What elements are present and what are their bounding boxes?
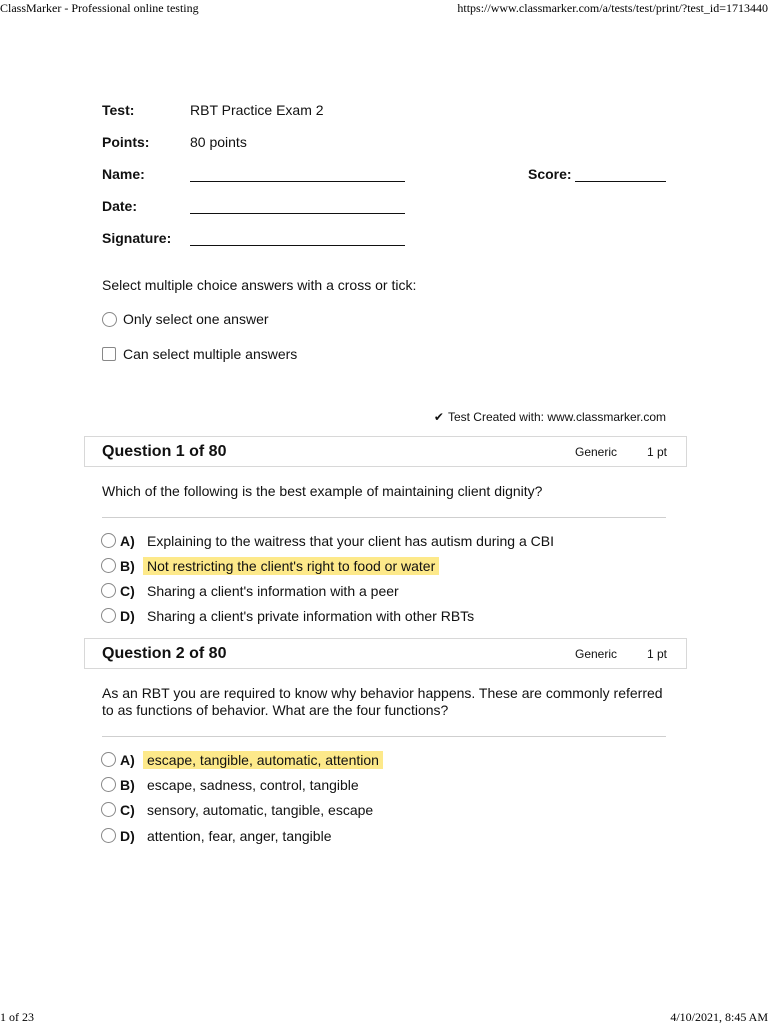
score-blank-line <box>575 181 666 182</box>
question-2-header <box>84 638 687 669</box>
answer-letter: B) <box>120 777 135 793</box>
legend-multiple-answers <box>102 346 297 362</box>
answer-text: Sharing a client's information with a peer <box>147 583 399 599</box>
radio-icon[interactable] <box>101 608 116 623</box>
radio-icon[interactable] <box>101 533 116 548</box>
date-blank-line <box>190 213 405 214</box>
signature-label: Signature: <box>102 230 172 246</box>
test-value: RBT Practice Exam 2 <box>190 102 324 118</box>
radio-icon[interactable] <box>101 752 116 767</box>
question-divider <box>102 517 666 518</box>
print-page-title: ClassMarker - Professional online testing <box>0 1 199 15</box>
print-page-url: https://www.classmarker.com/a/tests/test/print/?test_id=1713440 <box>457 1 768 15</box>
created-with-text: Test Created with: www.classmarker.com <box>447 410 666 424</box>
print-datetime: 4/10/2021, 8:45 AM <box>670 1010 768 1024</box>
question-1-text: Which of the following is the best example of maintaining client dignity? <box>102 483 543 499</box>
answer-text: escape, sadness, control, tangible <box>147 777 359 793</box>
radio-icon[interactable] <box>101 802 116 817</box>
info-row-signature <box>102 230 672 262</box>
question-points: 1 pt <box>647 445 668 459</box>
answer-text: attention, fear, anger, tangible <box>147 828 332 844</box>
name-label: Name: <box>102 166 145 182</box>
legend-single-label: Only select one answer <box>123 311 269 327</box>
name-blank-line <box>190 181 405 182</box>
print-footer <box>0 1010 768 1024</box>
points-label: Points: <box>102 134 150 150</box>
radio-icon[interactable] <box>101 558 116 573</box>
info-row-name <box>102 166 672 198</box>
question-title: Question 2 of 80 <box>102 645 227 662</box>
answer-letter: A) <box>120 533 135 549</box>
answer-text: Sharing a client's private information with other RBTs <box>147 608 475 624</box>
points-value: 80 points <box>190 134 247 150</box>
info-row-test <box>102 102 672 134</box>
answer-letter: B) <box>120 558 135 574</box>
radio-icon[interactable] <box>101 828 116 843</box>
created-with-note <box>434 410 666 424</box>
question-type: Generic <box>575 647 618 661</box>
answer-letter: A) <box>120 752 135 768</box>
radio-icon <box>102 312 117 327</box>
question-type: Generic <box>575 445 618 459</box>
answer-instructions: Select multiple choice answers with a cross or tick: <box>102 277 417 293</box>
checkmark-icon: ✔ <box>433 410 444 424</box>
answer-text: Explaining to the waitress that your client has autism during a CBI <box>147 533 554 549</box>
date-label: Date: <box>102 198 138 214</box>
answer-text-highlighted: Not restricting the client's right to food or water <box>143 557 439 575</box>
answer-text-highlighted: escape, tangible, automatic, attention <box>143 751 383 769</box>
question-1-header <box>84 436 687 467</box>
radio-icon[interactable] <box>101 777 116 792</box>
print-header <box>0 1 768 17</box>
test-label: Test: <box>102 102 135 118</box>
answer-text: sensory, automatic, tangible, escape <box>147 802 374 818</box>
answer-letter: D) <box>120 608 135 624</box>
question-divider <box>102 736 666 737</box>
legend-multiple-label: Can select multiple answers <box>123 346 298 362</box>
score-label: Score: <box>528 166 572 182</box>
answer-letter: D) <box>120 828 135 844</box>
info-row-date <box>102 198 672 230</box>
legend-single-answer <box>102 311 269 327</box>
page-number: 1 of 23 <box>0 1010 34 1024</box>
test-info-table <box>102 102 672 262</box>
answer-letter: C) <box>120 583 135 599</box>
answer-letter: C) <box>120 802 135 818</box>
question-title: Question 1 of 80 <box>102 443 227 460</box>
checkbox-icon <box>102 347 116 361</box>
info-row-points <box>102 134 672 166</box>
question-2-text: As an RBT you are required to know why behavior happens. These are commonly referred to as functions of behavior. What are the four functions? <box>102 685 663 718</box>
signature-blank-line <box>190 245 405 246</box>
radio-icon[interactable] <box>101 583 116 598</box>
question-points: 1 pt <box>647 647 668 661</box>
